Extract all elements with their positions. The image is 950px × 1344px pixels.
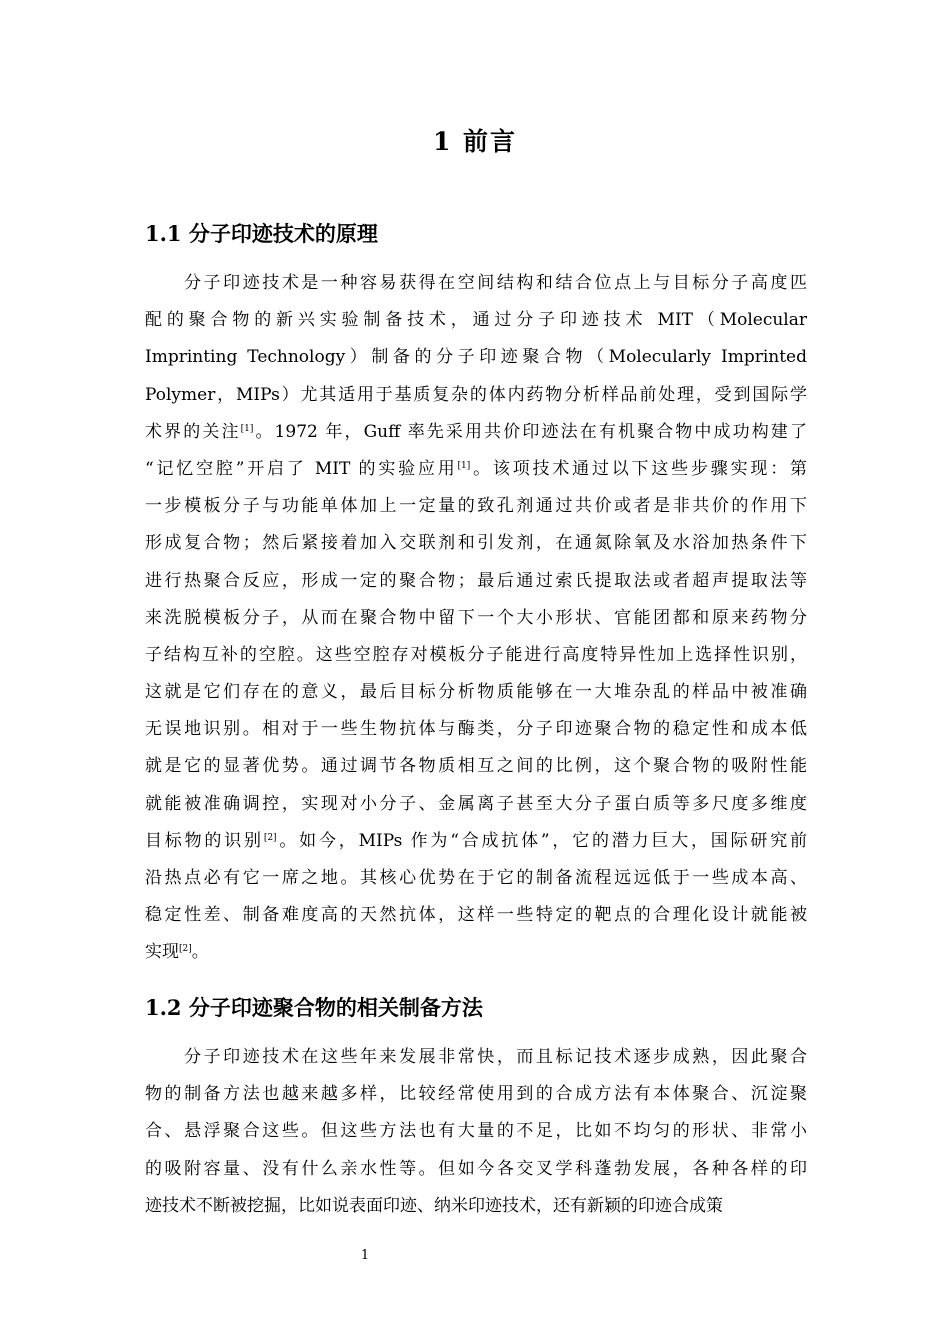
text-line: 就能被准确调控，实现对小分子、金属离子甚至大分子蛋白质等多尺度多维度 — [145, 793, 807, 814]
text-line: Polymer，MIPs）尤其适用于基质复杂的体内药物分析样品前处理，受到国际学 — [145, 384, 807, 405]
text-line: 物的制备方法也越来越多样，比较经常使用到的合成方法有本体聚合、沉淀聚 — [145, 1084, 807, 1105]
text-line: 形成复合物；然后紧接着加入交联剂和引发剂，在通氮除氧及水浴加热条件下 — [145, 533, 807, 554]
text-line: 一步模板分子与功能单体加上一定量的致孔剂通过共价或者是非共价的作用下 — [145, 496, 807, 517]
citation-ref[interactable]: [1] — [457, 460, 471, 471]
text-line: 来洗脱模板分子，从而在聚合物中留下一个大小形状、官能团都和原来药物分 — [145, 607, 807, 628]
text-line: 就是它的显著优势。通过调节各物质相互之间的比例，这个聚合物的吸附性能 — [145, 756, 807, 777]
text-line: 配的聚合物的新兴实验制备技术，通过分子印迹技术 MIT（Molecular — [145, 310, 807, 331]
chapter-title: 1 前言 — [432, 127, 518, 156]
text-line: 术界的关注[1]。1972 年，Guff 率先采用共价印迹法在有机聚合物中成功构建了 — [145, 421, 807, 442]
text-line: 的吸附容量、没有什么亲水性等。但如今各交叉学科蓬勃发展，各种各样的印 — [145, 1158, 807, 1179]
text-line: 目标物的识别[2]。如今，MIPs 作为“合成抗体”，它的潜力巨大，国际研究前 — [145, 830, 807, 851]
text-line: 合、悬浮聚合这些。但这些方法也有大量的不足，比如不均匀的形状、非常小 — [145, 1121, 807, 1142]
citation-ref[interactable]: [2] — [179, 944, 192, 955]
page-number: 1 — [360, 1248, 370, 1263]
text-line: 迹技术不断被挖掘，比如说表面印迹、纳米印迹技术，还有新颖的印迹合成策 — [145, 1195, 723, 1216]
paragraph-principle — [145, 265, 807, 972]
text-line: 沿热点必有它一席之地。其核心优势在于它的制备流程远远低于一些成本高、 — [145, 868, 807, 888]
text-line: “记忆空腔”开启了 MIT 的实验应用[1]。该项技术通过以下这些步骤实现：第 — [145, 458, 807, 479]
paragraph-preparation-methods — [145, 1039, 807, 1225]
text-line: 这就是它们存在的意义，最后目标分析物质能够在一大堆杂乱的样品中被准确 — [145, 682, 807, 703]
text-line: 无误地识别。相对于一些生物抗体与酶类，分子印迹聚合物的稳定性和成本低 — [145, 719, 807, 740]
text-line: 进行热聚合反应，形成一定的聚合物；最后通过索氏提取法或者超声提取法等 — [145, 570, 807, 591]
section-heading-1-2: 1.2 分子印迹聚合物的相关制备方法 — [145, 995, 483, 1020]
text-line: 稳定性差、制备难度高的天然抗体，这样一些特定的靶点的合理化设计就能被 — [145, 905, 807, 926]
text-line: 分子印迹技术是一种容易获得在空间结构和结合位点上与目标分子高度匹 — [145, 273, 807, 293]
text-line: 实现[2]。 — [145, 942, 209, 963]
text-line: Imprinting Technology）制备的分子印迹聚合物（Molecularly Imprinted — [145, 347, 807, 368]
citation-ref[interactable]: [1] — [240, 423, 254, 434]
text-line: 子结构互补的空腔。这些空腔存对模板分子能进行高度特异性加上选择性识别， — [145, 644, 807, 665]
section-heading-1-1: 1.1 分子印迹技术的原理 — [145, 221, 378, 246]
citation-ref[interactable]: [2] — [263, 832, 277, 843]
text-line: 分子印迹技术在这些年来发展非常快，而且标记技术逐步成熟，因此聚合 — [145, 1047, 807, 1067]
